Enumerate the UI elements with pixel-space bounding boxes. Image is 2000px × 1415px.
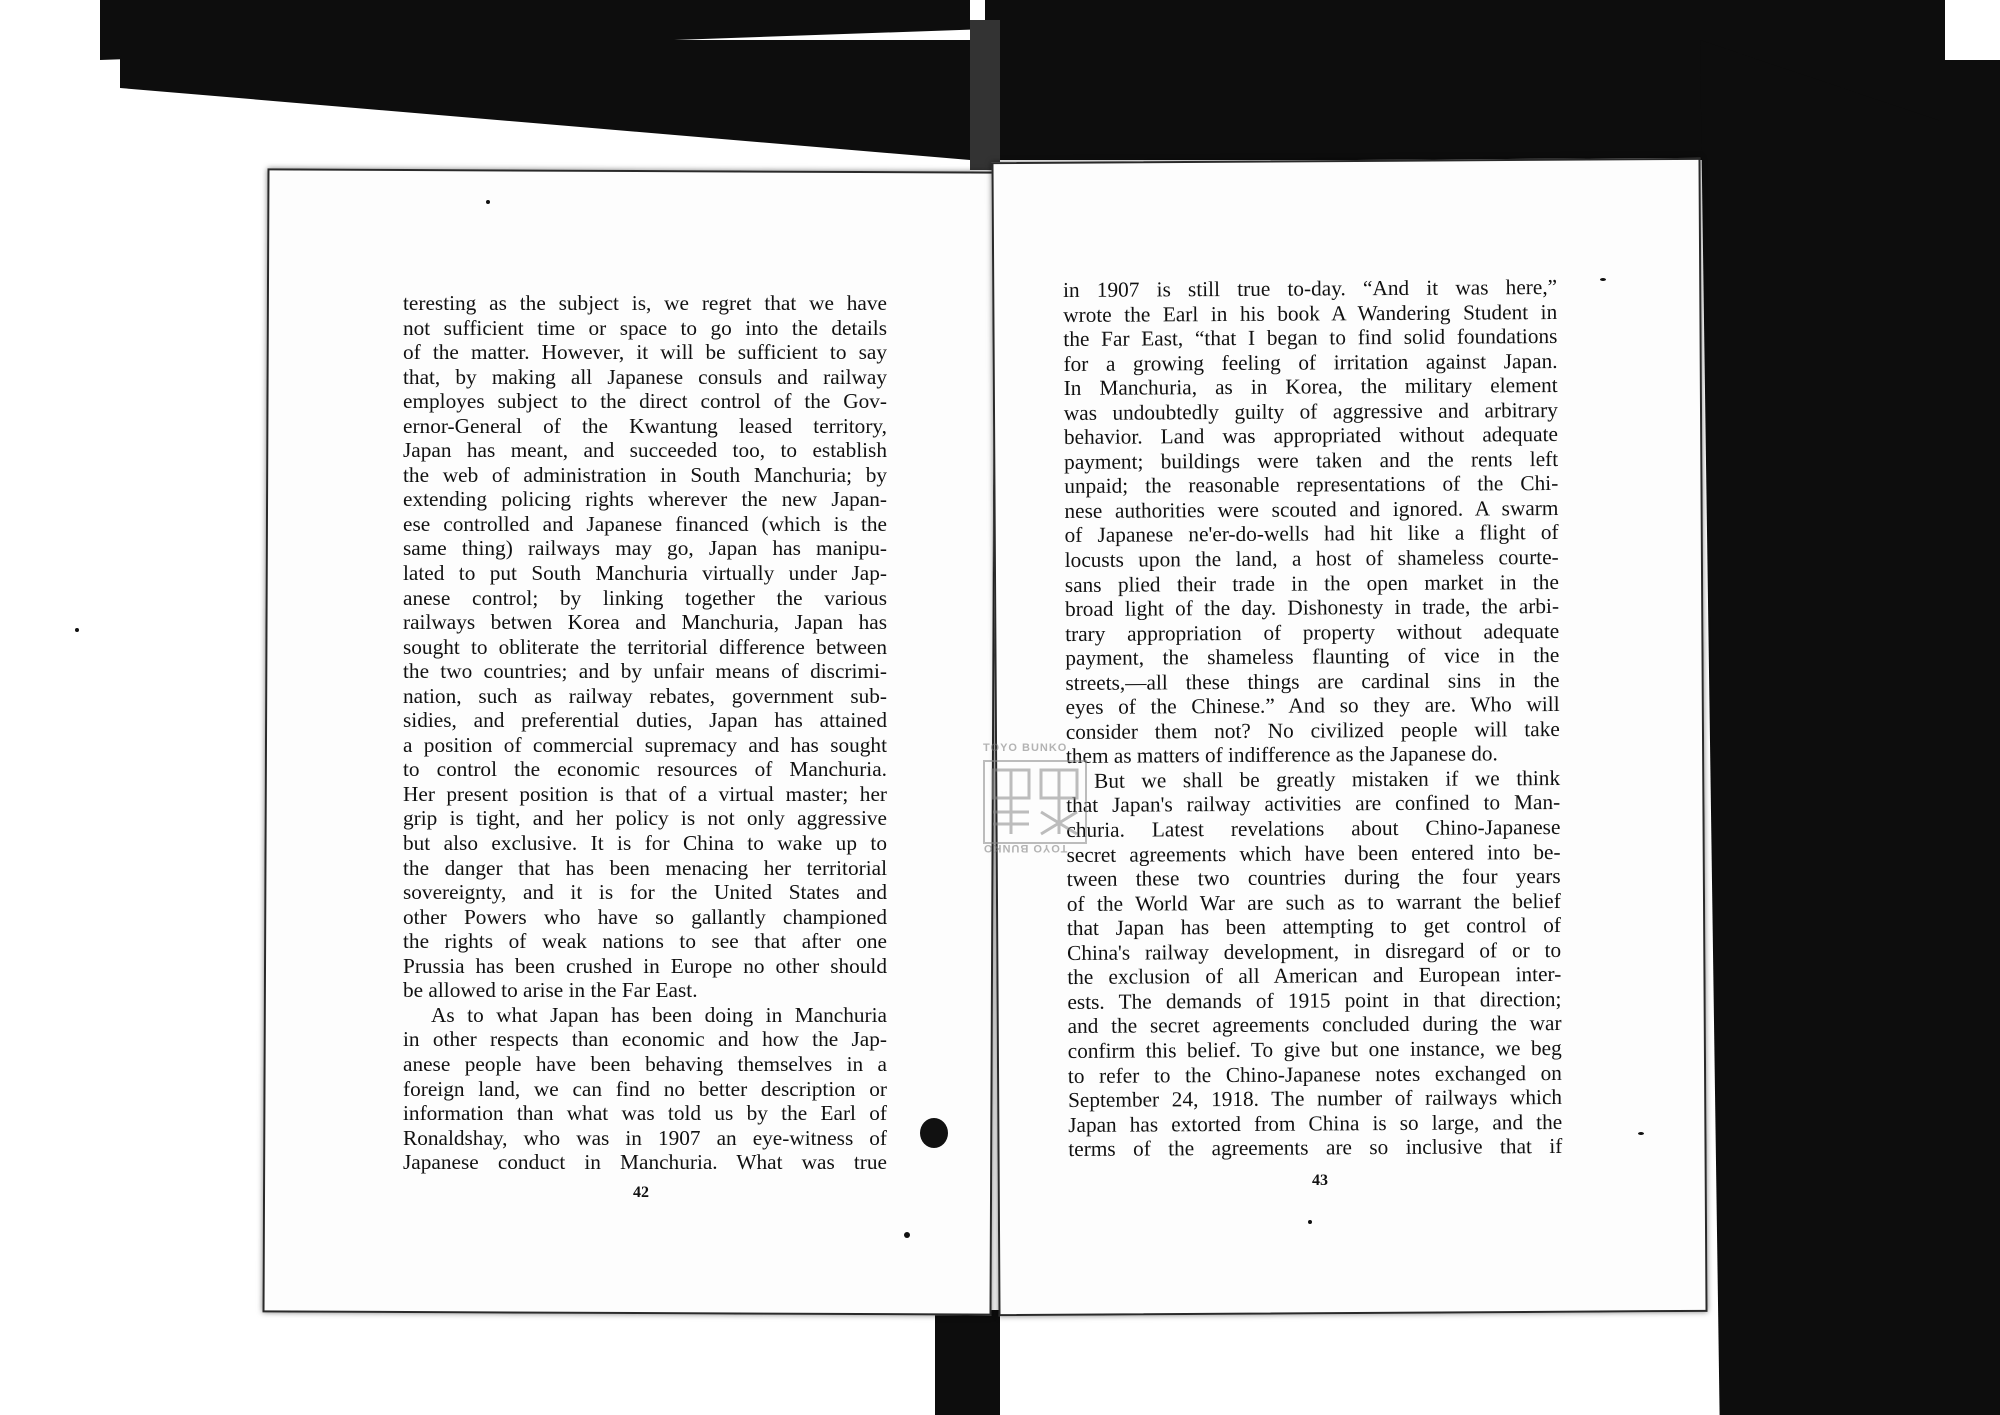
seal-glyphs-icon [985, 762, 1085, 842]
text-line: nese authorities were scouted and ignored. A swarm [1064, 495, 1559, 523]
text-line: payment, the shameless flaunting of vice in the [1065, 643, 1560, 671]
text-line: railways betwen Korea and Manchuria, Japan has [403, 610, 887, 635]
text-line: in 1907 is still true to-day. “And it was here,” [1063, 274, 1558, 302]
text-line: consider them not? No civilized people will take [1065, 716, 1560, 744]
text-line: lated to put South Manchuria virtually under Jap- [403, 561, 887, 586]
text-line: secret agreements which have been entered into be- [1066, 839, 1561, 867]
text-line: that, by making all Japanese consuls and railway [403, 364, 887, 389]
scan-background-right-strip [1940, 60, 2000, 1415]
text-line: Japan has meant, and succeeded too, to establish [403, 438, 887, 463]
text-line: unpaid; the reasonable representations of the Chi- [1064, 471, 1559, 499]
text-line: churia. Latest revelations about Chino-Japanese [1066, 815, 1561, 843]
text-line: not sufficient time or space to go into the details [403, 315, 887, 340]
ink-speck [1638, 1132, 1644, 1135]
text-line: eyes of the Chinese.” And so they are. Who will [1065, 692, 1560, 720]
left-page-number: 42 [633, 1184, 649, 1201]
text-line: employes subject to the direct control of the Gov- [403, 389, 887, 414]
text-line: and the secret agreements concluded during the war [1067, 1011, 1562, 1039]
right-page-body [1063, 275, 1562, 1162]
text-line: wrote the Earl in his book A Wandering Student in [1063, 299, 1558, 327]
text-line: sidies, and preferential duties, Japan has attained [403, 708, 887, 733]
text-line: the exclusion of all American and European inter- [1067, 962, 1562, 990]
text-line: terms of the agreements are so inclusive that if [1068, 1134, 1563, 1162]
left-page-body [403, 291, 887, 1175]
text-line: September 24, 1918. The number of railways which [1067, 1085, 1563, 1113]
text-line: ests. The demands of 1915 point in that direction; [1067, 986, 1562, 1014]
text-line: ernor-General of the Kwantung leased territory, [403, 413, 887, 438]
text-line: anese people have been behaving themselves in a [403, 1051, 887, 1076]
text-line: of Japanese ne'er-do-wells had hit like a flight of [1064, 520, 1559, 548]
text-line: same thing) railways may go, Japan has manipu- [403, 536, 887, 561]
scan-background-top-band [120, 40, 970, 160]
paragraph-start-line: As to what Japan has been doing in Manchuria [431, 1002, 887, 1027]
text-line: that Japan's railway activities are confined to Man- [1066, 790, 1561, 818]
text-line: behavior. Land was appropriated without adequate [1063, 422, 1559, 450]
text-line: to refer to the Chino-Japanese notes exchanged on [1067, 1060, 1562, 1088]
paragraph-start-line: But we shall be greatly mistaken if we think [1093, 765, 1561, 793]
text-line: extending policing rights wherever the new Japan- [403, 487, 887, 512]
ink-speck [1600, 278, 1606, 281]
text-line: In Manchuria, as in Korea, the military element [1063, 373, 1558, 401]
text-line: sovereignty, and it is for the United States and [403, 880, 887, 905]
text-line: teresting as the subject is, we regret that we have [403, 291, 887, 315]
text-line: Japan has extorted from China is so large, and the [1068, 1109, 1563, 1137]
text-line: was undoubtedly guilty of aggressive and arbitrary [1063, 397, 1558, 425]
text-line: the rights of weak nations to see that after one [403, 929, 887, 954]
text-line: foreign land, we can find no better description or [403, 1076, 887, 1101]
text-line: broad light of the day. Dishonesty in trade, the arbi- [1064, 594, 1560, 622]
text-line: sans plied their trade in the open market in the [1064, 569, 1559, 597]
stamp-seal [983, 760, 1087, 844]
text-line: Prussia has been crushed in Europe no other should [403, 953, 887, 978]
text-line: locusts upon the land, a host of shameless courte- [1064, 544, 1559, 573]
text-line: streets,—all these things are cardinal sins in the [1065, 667, 1560, 695]
text-line: the danger that has been menacing her territorial [403, 855, 887, 880]
right-page-number: 43 [1312, 1172, 1328, 1189]
scan-background-right-side [1700, 40, 1945, 1415]
text-line: but also exclusive. It is for China to wake up to [403, 831, 887, 856]
text-line: Japanese conduct in Manchuria. What was true [403, 1150, 887, 1175]
book-spine-bottom [935, 1310, 1000, 1415]
text-line: the web of administration in South Manchuria; by [403, 462, 887, 487]
text-line: the Far East, “that I began to find solid foundations [1063, 324, 1558, 352]
library-stamp [977, 742, 1095, 860]
text-line: the two countries; and by unfair means of discrimi- [403, 659, 887, 684]
stamp-text-top: TOYO BUNKO [983, 742, 1068, 754]
text-line: tween these two countries during the four years [1066, 864, 1561, 892]
text-line: to control the economic resources of Manchuria. [403, 757, 887, 782]
text-line: trary appropriation of property without adequate [1065, 618, 1560, 646]
ink-speck [486, 200, 490, 204]
text-line: confirm this belief. To give but one instance, we beg [1067, 1035, 1562, 1063]
text-line: sought to obliterate the territorial difference between [403, 634, 887, 659]
text-line: payment; buildings were taken and the rents left [1064, 446, 1559, 474]
text-line: other Powers who have so gallantly championed [403, 904, 887, 929]
text-line: a position of commercial supremacy and has sought [403, 732, 887, 757]
text-line: anese control; by linking together the various [403, 585, 887, 610]
text-line: China's railway development, in disregard of or to [1067, 937, 1562, 965]
text-line: nation, such as railway rebates, government sub- [403, 683, 887, 708]
ink-speck [75, 628, 79, 632]
text-line: of the matter. However, it will be sufficient to say [403, 340, 887, 365]
paragraph-end-line: be allowed to arise in the Far East. [403, 978, 698, 1003]
ink-speck [1308, 1220, 1312, 1224]
text-line: Her present position is that of a virtual master; her [403, 781, 887, 806]
text-line: ese controlled and Japanese financed (which is the [403, 511, 887, 536]
text-line: of the World War are such as to warrant the belief [1066, 888, 1561, 916]
text-line: grip is tight, and her policy is not only aggressive [403, 806, 887, 831]
ink-speck [904, 1232, 910, 1238]
paragraph-end-line: them as matters of indifference as the Japanese do. [1065, 741, 1498, 769]
stamp-text-bottom: TOYO BUNKO [983, 842, 1068, 854]
book-spine-top [970, 20, 1000, 170]
text-line: that Japan has been attempting to get control of [1066, 913, 1562, 941]
ink-spot [920, 1118, 948, 1148]
text-line: in other respects than economic and how the Jap- [403, 1027, 887, 1052]
text-line: for a growing feeling of irritation against Japan. [1063, 348, 1558, 376]
text-line: Ronaldshay, who was in 1907 an eye-witness of [403, 1125, 887, 1150]
text-line: information than what was told us by the Earl of [403, 1101, 887, 1126]
